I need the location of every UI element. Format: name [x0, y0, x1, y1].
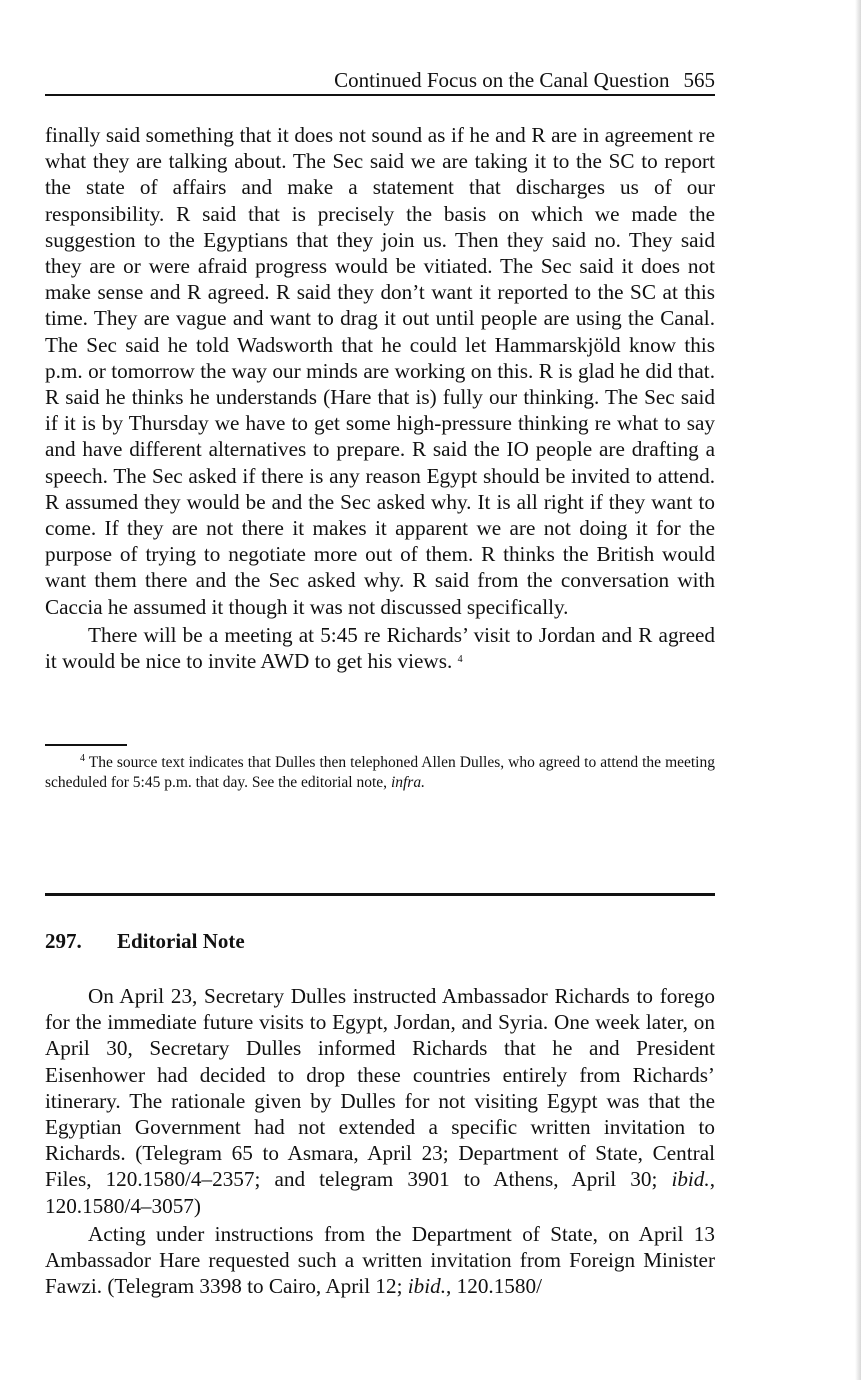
ibid-citation: ibid.	[671, 1167, 710, 1192]
memo-paragraph-2-text: There will be a meeting at 5:45 re Richards’ visit to Jordan and R agreed it would be nice to invite AWD to get his views.	[45, 622, 715, 674]
footnote-rule	[45, 744, 127, 746]
footnote-reference: 4	[457, 654, 463, 666]
memo-paragraph-2	[45, 622, 715, 674]
running-header-title: Continued Focus on the Canal Question	[334, 68, 670, 92]
footnote-4	[45, 753, 715, 793]
ibid-citation: ibid.	[407, 1274, 447, 1299]
editorial-paragraph-1-tail: , 120.1580/4–3057)	[45, 1167, 715, 1218]
footnote-italic: infra.	[390, 774, 425, 791]
editorial-note-body	[45, 983, 715, 1299]
section-number: 297.	[45, 929, 82, 953]
footnote-text: The source text indicates that Dulles then telephoned Allen Dulles, who agreed to attend the meeting scheduled for 5:45 p.m. that day. See the editorial note,	[45, 754, 715, 791]
section-heading	[45, 927, 715, 955]
footnote-marker: 4	[80, 753, 85, 764]
section-title: Editorial Note	[117, 929, 245, 953]
editorial-paragraph-2-tail: , 120.1580/	[446, 1274, 542, 1299]
memo-paragraph-1: finally said something that it does not sound as if he and R are in agreement re what they are talking about. The Sec said we are taking it to the SC to report the state of affairs and make a statement that discharges us of our responsibility. R said that is precisely the basis on which we made the suggestion to the Egyptians that they join us. Then they said no. They said they are or were afraid progress would be vitiated. The Sec said it does not make sense and R agreed. R said they don’t want it reported to the SC at this time. They are vague and want to drag it out until people are using the Canal. The Sec said he told Wadsworth that he could let Hammarskjöld know this p.m. or tomorrow the way our minds are working on this. R is glad he did that. R said he thinks he understands (Hare that is) fully our thinking. The Sec said if it is by Thursday we have to get some high-pressure thinking re what to say and have different alternatives to prepare. R said the IO people are drafting a speech. The Sec asked if there is any reason Egypt should be invited to attend. R assumed they would be and the Sec asked why. It is all right if they want to come. If they are not there it makes it apparent we are not doing it for the purpose of trying to negotiate more out of them. R thinks the British would want them there and the Sec asked why. R said from the conversation with Caccia he assumed it though it was not discussed specifically.	[45, 123, 715, 619]
page-edge-shadow	[855, 0, 861, 1380]
editorial-paragraph-2	[45, 1221, 715, 1300]
section-divider	[45, 893, 715, 896]
memo-continuation	[45, 122, 715, 674]
page-number: 565	[683, 68, 715, 92]
editorial-paragraph-1	[45, 983, 715, 1219]
running-header	[45, 66, 715, 96]
editorial-paragraph-2-text: Acting under instructions from the Department of State, on April 13 Ambassador Hare requested such a written invitation from Foreign Minister Fawzi. (Telegram 3398 to Cairo, April 12;	[45, 1221, 715, 1299]
editorial-paragraph-1-text: On April 23, Secretary Dulles instructed Ambassador Richards to forego for the immediate future visits to Egypt, Jordan, and Syria. One week later, on April 30, Secretary Dulles informed Richards that he and President Eisenhower had decided to drop these countries entirely from Richards’ itinerary. The rationale given by Dulles for not visiting Egypt was that the Egyptian Government had not extended a specific written invitation to Richards. (Telegram 65 to Asmara, April 23; Department of State, Central Files, 120.1580/4–2357; and telegram 3901 to Athens, April 30;	[45, 984, 715, 1192]
